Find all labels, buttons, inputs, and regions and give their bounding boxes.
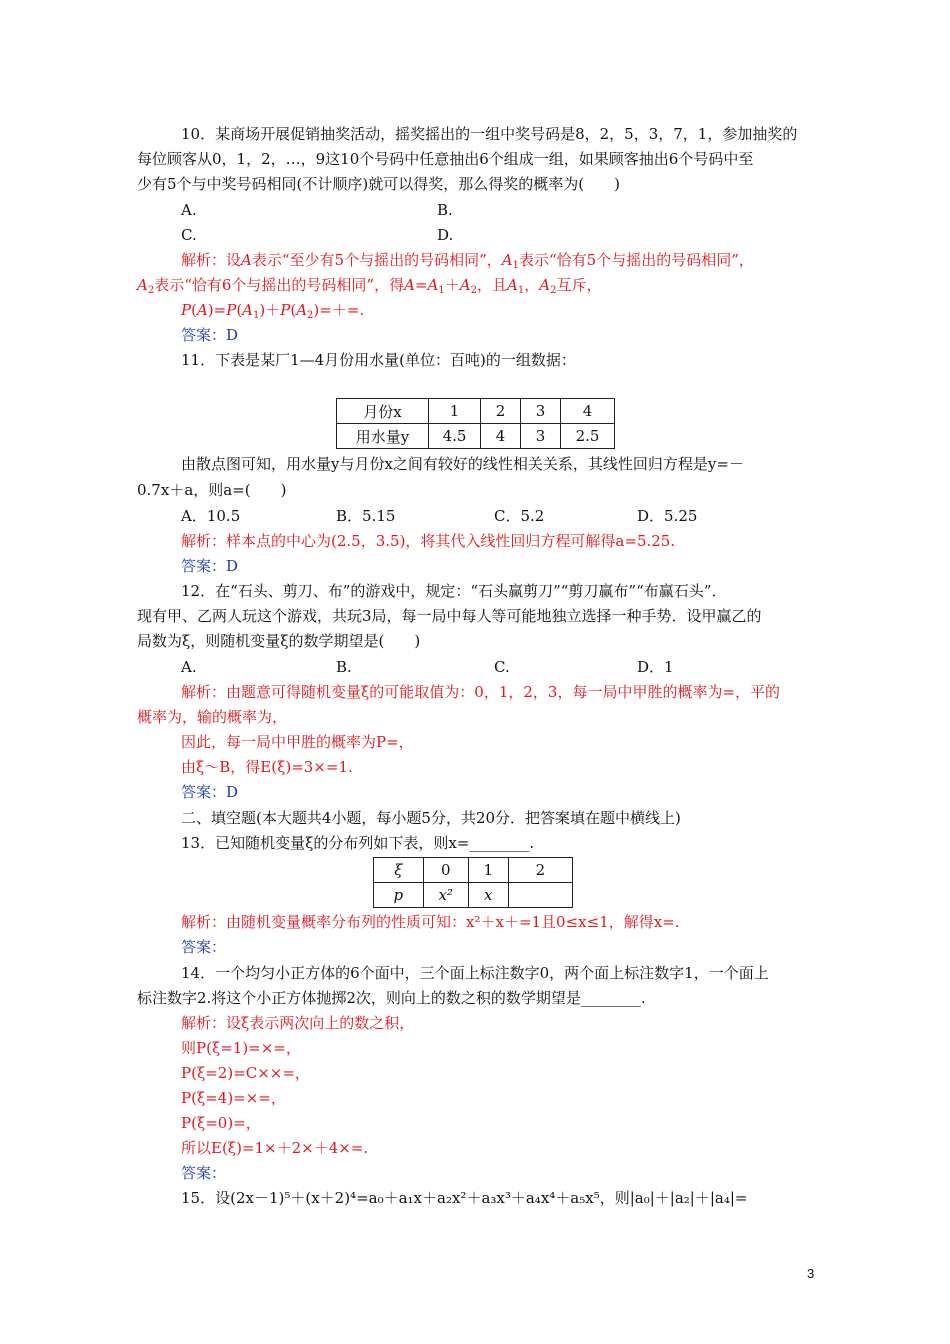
q10-option-b: B. (437, 201, 453, 219)
q12-solution-line4: 由ξ～B，得E(ξ)=3×=1. (181, 758, 353, 776)
q11-stem: 11．下表是某厂1—4月份用水量(单位：百吨)的一组数据： (181, 351, 576, 369)
q12-option-a: A. (181, 658, 197, 676)
q10-option-d: D. (437, 226, 454, 244)
q13-solution: 解析：由随机变量概率分布列的性质可知：x²＋x＋=1且0≤x≤1，解得x=. (181, 913, 680, 931)
q14-solution-line2: 则P(ξ=1)=×=， (181, 1039, 301, 1057)
q11-option-c: C．5.2 (494, 507, 545, 525)
table-cell: 2 (508, 858, 572, 883)
q12-solution-line2: 概率为，输的概率为， (137, 708, 288, 726)
q14-solution-line4: P(ξ=4)=×=， (181, 1089, 286, 1107)
table-cell: 1 (429, 399, 481, 424)
q12-stem-line3: 局数为ξ，则随机变量ξ的数学期望是( ) (137, 632, 421, 650)
table-cell: p (374, 883, 424, 908)
q12-option-d: D．1 (637, 658, 674, 676)
q14-solution-line6: 所以E(ξ)=1×＋2×＋4×=. (181, 1139, 369, 1157)
q14-solution-line3: P(ξ=2)=C××=， (181, 1064, 310, 1082)
q14-stem-line1: 14．一个均匀小正方体的6个面中，三个面上标注数字0，两个面上标注数字1，一个面上 (181, 964, 769, 982)
page-number: 3 (807, 1266, 815, 1281)
q14-solution-line1: 解析：设ξ表示两次向上的数之积， (181, 1014, 415, 1032)
q11-solution: 解析：样本点的中心为(2.5，3.5)，将其代入线性回归方程可解得a=5.25. (181, 532, 676, 550)
q10-option-a: A. (181, 201, 197, 219)
q13-stem: 13．已知随机变量ξ的分布列如下表，则x=________. (181, 834, 535, 852)
section-heading-fill-in: 二、填空题(本大题共4小题，每小题5分，共20分．把答案填在题中横线上) (181, 809, 681, 827)
table-cell: ξ (374, 858, 424, 883)
q11-answer: 答案：D (181, 557, 239, 575)
q10-stem-line1: 10．某商场开展促销抽奖活动，摇奖摇出的一组中奖号码是8，2，5，3，7，1，参加抽奖的 (181, 125, 798, 143)
q10-solution-line2: $A_2$表示“恰有6个与摇出的号码相同”，得$A=A_1+A_2$，且$A_1$，$A_2$互斥， (137, 276, 602, 296)
table-cell: 1 (468, 858, 508, 883)
table-cell: 2 (481, 399, 521, 424)
q10-solution-line3: $P(A)=P(A_1)+P(A_2)=+=$. (181, 301, 365, 321)
table-header-month: 月份x (337, 399, 429, 424)
q14-answer: 答案： (181, 1164, 227, 1182)
q10-option-c: C. (181, 226, 197, 244)
q14-solution-line5: P(ξ=0)=， (181, 1114, 261, 1132)
q12-option-b: B. (336, 658, 352, 676)
q11-option-d: D．5.25 (637, 507, 698, 525)
q12-answer: 答案：D (181, 783, 239, 801)
table-cell (508, 883, 572, 908)
q12-stem-line1: 12．在“石头、剪刀、布”的游戏中，规定：“石头赢剪刀”“剪刀赢布”“布赢石头”． (181, 582, 727, 600)
table-cell: 0 (423, 858, 468, 883)
q11-line1: 由散点图可知，用水量y与月份x之间有较好的线性相关关系，其线性回归方程是y=－ (181, 455, 744, 473)
table-cell: 4 (561, 399, 615, 424)
q14-stem-line2: 标注数字2.将这个小正方体抛掷2次，则向上的数之积的数学期望是________. (137, 989, 646, 1007)
table-header-water: 用水量y (337, 424, 429, 449)
table-cell: 3 (521, 424, 561, 449)
table-cell: 4 (481, 424, 521, 449)
table-cell: x² (423, 883, 468, 908)
q11-data-table (336, 398, 615, 449)
table-cell: 2.5 (561, 424, 615, 449)
table-cell: x (468, 883, 508, 908)
q11-option-b: B．5.15 (336, 507, 396, 525)
q12-stem-line2: 现有甲、乙两人玩这个游戏，共玩3局，每一局中每人等可能地独立选择一种手势．设甲赢乙的 (137, 607, 762, 625)
q13-distribution-table (373, 857, 573, 908)
q10-answer: 答案：D (181, 326, 239, 344)
q10-stem-line2: 每位顾客从0，1，2，…，9这10个号码中任意抽出6个组成一组，如果顾客抽出6个号码中至 (137, 150, 754, 168)
q10-stem-line3: 少有5个与中奖号码相同(不计顺序)就可以得奖，那么得奖的概率为( ) (137, 175, 620, 193)
q11-option-a: A．10.5 (181, 507, 241, 525)
q10-solution-line1: 解析：设A表示“至少有5个与摇出的号码相同”，$A_1$表示“恰有5个与摇出的号码相同”， (181, 251, 754, 271)
table-cell: 4.5 (429, 424, 481, 449)
q11-line2: 0.7x＋a，则a=( ) (137, 481, 287, 499)
table-cell: 3 (521, 399, 561, 424)
q12-option-c: C. (494, 658, 510, 676)
q12-solution-line1: 解析：由题意可得随机变量ξ的可能取值为：0，1，2，3，每一局中甲胜的概率为=，平的 (181, 683, 781, 701)
q12-solution-line3: 因此，每一局中甲胜的概率为P=， (181, 733, 414, 751)
q13-answer: 答案： (181, 938, 227, 956)
q15-stem: 15．设(2x－1)⁵＋(x＋2)⁴=a₀＋a₁x＋a₂x²＋a₃x³＋a₄x⁴＋a₅x⁵，则|a₀|＋|a₂|＋|a₄|= (181, 1189, 748, 1207)
